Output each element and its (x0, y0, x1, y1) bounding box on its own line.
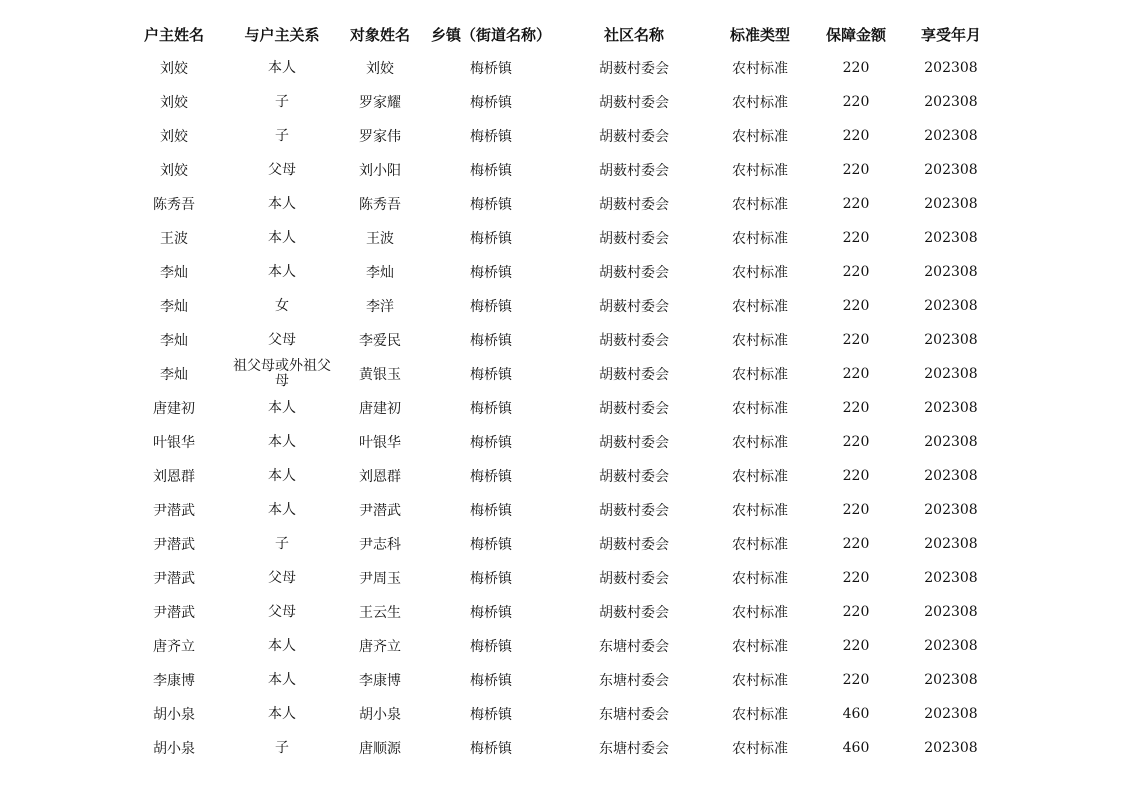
cell-relationship (230, 153, 334, 187)
cell-standard-type: 农村标准 (732, 673, 788, 689)
cell-relationship-text: 本人 (268, 467, 296, 484)
cell-recipient-name: 罗家伟 (359, 129, 401, 145)
cell-standard-type: 农村标准 (732, 299, 788, 315)
cell-recipient-name: 尹志科 (359, 537, 401, 553)
cell-relationship-text: 本人 (268, 705, 296, 722)
cell-amount: 220 (842, 638, 870, 654)
cell-householder-name: 李灿 (160, 265, 188, 281)
cell-township: 梅桥镇 (470, 673, 512, 689)
cell-township: 梅桥镇 (470, 333, 512, 349)
cell-relationship (230, 119, 334, 153)
cell-month: 202308 (924, 366, 978, 382)
table-row (118, 561, 998, 595)
cell-householder-name: 胡小泉 (153, 741, 195, 757)
cell-township: 梅桥镇 (470, 265, 512, 281)
cell-householder-name: 李灿 (160, 333, 188, 349)
cell-amount: 220 (842, 400, 870, 416)
header-township: 乡镇（街道名称） (430, 25, 551, 44)
table-row (118, 119, 998, 153)
cell-amount: 220 (842, 128, 870, 144)
cell-relationship (230, 221, 334, 255)
cell-relationship-text: 本人 (268, 59, 296, 76)
table-row (118, 663, 998, 697)
cell-recipient-name: 唐建初 (359, 401, 401, 417)
cell-recipient-name: 刘小阳 (359, 163, 401, 179)
cell-community: 胡薮村委会 (599, 197, 669, 213)
cell-relationship-text: 本人 (268, 671, 296, 688)
cell-relationship (230, 85, 334, 119)
cell-recipient-name: 王波 (366, 231, 394, 247)
cell-community: 东塘村委会 (599, 741, 669, 757)
cell-amount: 220 (842, 502, 870, 518)
table-row (118, 697, 998, 731)
cell-recipient-name: 李洋 (366, 299, 394, 315)
cell-amount: 220 (842, 366, 870, 382)
cell-amount: 220 (842, 672, 870, 688)
cell-recipient-name: 李灿 (366, 265, 394, 281)
cell-standard-type: 农村标准 (732, 503, 788, 519)
cell-householder-name: 李灿 (160, 367, 188, 383)
header-recipient-name: 对象姓名 (349, 25, 410, 44)
cell-amount: 460 (842, 740, 870, 756)
table-row (118, 629, 998, 663)
cell-month: 202308 (924, 570, 978, 586)
cell-householder-name: 王波 (160, 231, 188, 247)
table-row (118, 289, 998, 323)
cell-standard-type: 农村标准 (732, 129, 788, 145)
cell-community: 胡薮村委会 (599, 469, 669, 485)
cell-community: 胡薮村委会 (599, 95, 669, 111)
cell-relationship (230, 459, 334, 493)
cell-township: 梅桥镇 (470, 469, 512, 485)
cell-householder-name: 唐齐立 (153, 639, 195, 655)
cell-township: 梅桥镇 (470, 571, 512, 587)
cell-month: 202308 (924, 298, 978, 314)
cell-month: 202308 (924, 128, 978, 144)
cell-householder-name: 尹潜武 (153, 503, 195, 519)
cell-community: 胡薮村委会 (599, 537, 669, 553)
cell-relationship-text: 祖父母或外祖父母 (233, 358, 331, 389)
cell-month: 202308 (924, 604, 978, 620)
cell-recipient-name: 叶银华 (359, 435, 401, 451)
cell-township: 梅桥镇 (470, 639, 512, 655)
cell-community: 东塘村委会 (599, 707, 669, 723)
cell-relationship (230, 731, 334, 765)
table-row (118, 527, 998, 561)
cell-month: 202308 (924, 536, 978, 552)
cell-relationship (230, 255, 334, 289)
cell-relationship-text: 父母 (268, 331, 296, 348)
cell-recipient-name: 胡小泉 (359, 707, 401, 723)
cell-month: 202308 (924, 706, 978, 722)
cell-standard-type: 农村标准 (732, 707, 788, 723)
cell-township: 梅桥镇 (470, 367, 512, 383)
cell-amount: 220 (842, 94, 870, 110)
cell-community: 胡薮村委会 (599, 265, 669, 281)
cell-township: 梅桥镇 (470, 299, 512, 315)
cell-householder-name: 刘姣 (160, 61, 188, 77)
cell-recipient-name: 李爱民 (359, 333, 401, 349)
cell-householder-name: 胡小泉 (153, 707, 195, 723)
table-row (118, 425, 998, 459)
cell-relationship (230, 595, 334, 629)
cell-community: 胡薮村委会 (599, 333, 669, 349)
cell-recipient-name: 李康博 (359, 673, 401, 689)
cell-recipient-name: 罗家耀 (359, 95, 401, 111)
cell-relationship-text: 本人 (268, 263, 296, 280)
cell-relationship (230, 629, 334, 663)
cell-amount: 220 (842, 604, 870, 620)
cell-amount: 220 (842, 162, 870, 178)
header-community: 社区名称 (603, 25, 664, 44)
cell-community: 胡薮村委会 (599, 367, 669, 383)
cell-standard-type: 农村标准 (732, 469, 788, 485)
cell-relationship-text: 子 (275, 127, 289, 144)
cell-amount: 220 (842, 298, 870, 314)
cell-amount: 220 (842, 230, 870, 246)
cell-community: 胡薮村委会 (599, 299, 669, 315)
cell-township: 梅桥镇 (470, 95, 512, 111)
table-row (118, 221, 998, 255)
cell-month: 202308 (924, 468, 978, 484)
table-row (118, 85, 998, 119)
cell-standard-type: 农村标准 (732, 537, 788, 553)
table-row (118, 595, 998, 629)
cell-township: 梅桥镇 (470, 61, 512, 77)
table-row (118, 323, 998, 357)
cell-relationship-text: 本人 (268, 637, 296, 654)
assistance-roster (118, 17, 998, 765)
cell-community: 东塘村委会 (599, 673, 669, 689)
table-row (118, 459, 998, 493)
cell-householder-name: 尹潜武 (153, 605, 195, 621)
cell-relationship (230, 425, 334, 459)
cell-standard-type: 农村标准 (732, 741, 788, 757)
cell-township: 梅桥镇 (470, 435, 512, 451)
cell-community: 胡薮村委会 (599, 605, 669, 621)
cell-relationship-text: 本人 (268, 229, 296, 246)
cell-householder-name: 刘姣 (160, 163, 188, 179)
cell-relationship (230, 663, 334, 697)
cell-community: 胡薮村委会 (599, 503, 669, 519)
cell-community: 胡薮村委会 (599, 571, 669, 587)
cell-householder-name: 尹潜武 (153, 537, 195, 553)
cell-township: 梅桥镇 (470, 129, 512, 145)
cell-relationship (230, 391, 334, 425)
cell-householder-name: 刘姣 (160, 129, 188, 145)
cell-community: 东塘村委会 (599, 639, 669, 655)
cell-township: 梅桥镇 (470, 605, 512, 621)
cell-community: 胡薮村委会 (599, 231, 669, 247)
cell-standard-type: 农村标准 (732, 197, 788, 213)
cell-township: 梅桥镇 (470, 537, 512, 553)
roster-body (118, 51, 998, 765)
cell-recipient-name: 王云生 (359, 605, 401, 621)
cell-amount: 220 (842, 434, 870, 450)
table-row (118, 187, 998, 221)
cell-relationship (230, 289, 334, 323)
cell-amount: 220 (842, 536, 870, 552)
header-month: 享受年月 (920, 25, 981, 44)
cell-township: 梅桥镇 (470, 197, 512, 213)
cell-standard-type: 农村标准 (732, 265, 788, 281)
cell-amount: 220 (842, 196, 870, 212)
cell-amount: 220 (842, 264, 870, 280)
cell-standard-type: 农村标准 (732, 61, 788, 77)
header-relationship: 与户主关系 (244, 25, 320, 44)
cell-township: 梅桥镇 (470, 401, 512, 417)
cell-relationship-text: 父母 (268, 603, 296, 620)
cell-community: 胡薮村委会 (599, 435, 669, 451)
cell-relationship-text: 子 (275, 739, 289, 756)
cell-relationship (230, 187, 334, 221)
table-row (118, 51, 998, 85)
cell-standard-type: 农村标准 (732, 333, 788, 349)
table-row (118, 731, 998, 765)
cell-householder-name: 李灿 (160, 299, 188, 315)
cell-relationship (230, 561, 334, 595)
cell-month: 202308 (924, 162, 978, 178)
header-standard-type: 标准类型 (729, 25, 790, 44)
roster-table (118, 17, 998, 765)
cell-township: 梅桥镇 (470, 707, 512, 723)
cell-month: 202308 (924, 638, 978, 654)
cell-community: 胡薮村委会 (599, 61, 669, 77)
cell-standard-type: 农村标准 (732, 639, 788, 655)
cell-month: 202308 (924, 94, 978, 110)
cell-relationship (230, 493, 334, 527)
cell-month: 202308 (924, 740, 978, 756)
cell-amount: 220 (842, 570, 870, 586)
cell-community: 胡薮村委会 (599, 401, 669, 417)
cell-relationship-text: 本人 (268, 195, 296, 212)
cell-recipient-name: 尹潜武 (359, 503, 401, 519)
cell-relationship-text: 子 (275, 93, 289, 110)
cell-month: 202308 (924, 672, 978, 688)
cell-month: 202308 (924, 434, 978, 450)
cell-month: 202308 (924, 196, 978, 212)
cell-householder-name: 唐建初 (153, 401, 195, 417)
cell-householder-name: 刘恩群 (153, 469, 195, 485)
cell-householder-name: 尹潜武 (153, 571, 195, 587)
cell-relationship (230, 323, 334, 357)
cell-householder-name: 李康博 (153, 673, 195, 689)
cell-community: 胡薮村委会 (599, 129, 669, 145)
header-householder-name: 户主姓名 (143, 25, 204, 44)
cell-relationship (230, 357, 334, 391)
cell-relationship-text: 本人 (268, 501, 296, 518)
cell-amount: 220 (842, 60, 870, 76)
cell-township: 梅桥镇 (470, 503, 512, 519)
cell-householder-name: 陈秀吾 (153, 197, 195, 213)
cell-recipient-name: 唐齐立 (359, 639, 401, 655)
cell-standard-type: 农村标准 (732, 231, 788, 247)
cell-relationship-text: 本人 (268, 433, 296, 450)
cell-relationship (230, 527, 334, 561)
table-row (118, 153, 998, 187)
cell-recipient-name: 陈秀吾 (359, 197, 401, 213)
table-row (118, 357, 998, 391)
header-amount: 保障金额 (825, 25, 886, 44)
cell-month: 202308 (924, 502, 978, 518)
cell-amount: 220 (842, 332, 870, 348)
cell-month: 202308 (924, 230, 978, 246)
cell-standard-type: 农村标准 (732, 605, 788, 621)
cell-recipient-name: 黄银玉 (359, 367, 401, 383)
cell-recipient-name: 唐顺源 (359, 741, 401, 757)
cell-community: 胡薮村委会 (599, 163, 669, 179)
table-row (118, 391, 998, 425)
cell-relationship-text: 本人 (268, 399, 296, 416)
cell-relationship (230, 697, 334, 731)
table-row (118, 255, 998, 289)
cell-relationship-text: 父母 (268, 161, 296, 178)
cell-standard-type: 农村标准 (732, 401, 788, 417)
cell-month: 202308 (924, 264, 978, 280)
cell-month: 202308 (924, 400, 978, 416)
cell-month: 202308 (924, 60, 978, 76)
cell-relationship-text: 女 (275, 297, 289, 314)
cell-standard-type: 农村标准 (732, 95, 788, 111)
cell-recipient-name: 尹周玉 (359, 571, 401, 587)
cell-township: 梅桥镇 (470, 231, 512, 247)
cell-township: 梅桥镇 (470, 741, 512, 757)
table-row (118, 493, 998, 527)
cell-amount: 220 (842, 468, 870, 484)
cell-recipient-name: 刘恩群 (359, 469, 401, 485)
cell-amount: 460 (842, 706, 870, 722)
cell-standard-type: 农村标准 (732, 571, 788, 587)
cell-relationship-text: 子 (275, 535, 289, 552)
cell-township: 梅桥镇 (470, 163, 512, 179)
cell-standard-type: 农村标准 (732, 367, 788, 383)
cell-relationship-text: 父母 (268, 569, 296, 586)
header-row (118, 17, 998, 51)
cell-standard-type: 农村标准 (732, 163, 788, 179)
cell-recipient-name: 刘姣 (366, 61, 394, 77)
cell-householder-name: 叶银华 (153, 435, 195, 451)
cell-householder-name: 刘姣 (160, 95, 188, 111)
cell-relationship (230, 51, 334, 85)
cell-standard-type: 农村标准 (732, 435, 788, 451)
cell-month: 202308 (924, 332, 978, 348)
